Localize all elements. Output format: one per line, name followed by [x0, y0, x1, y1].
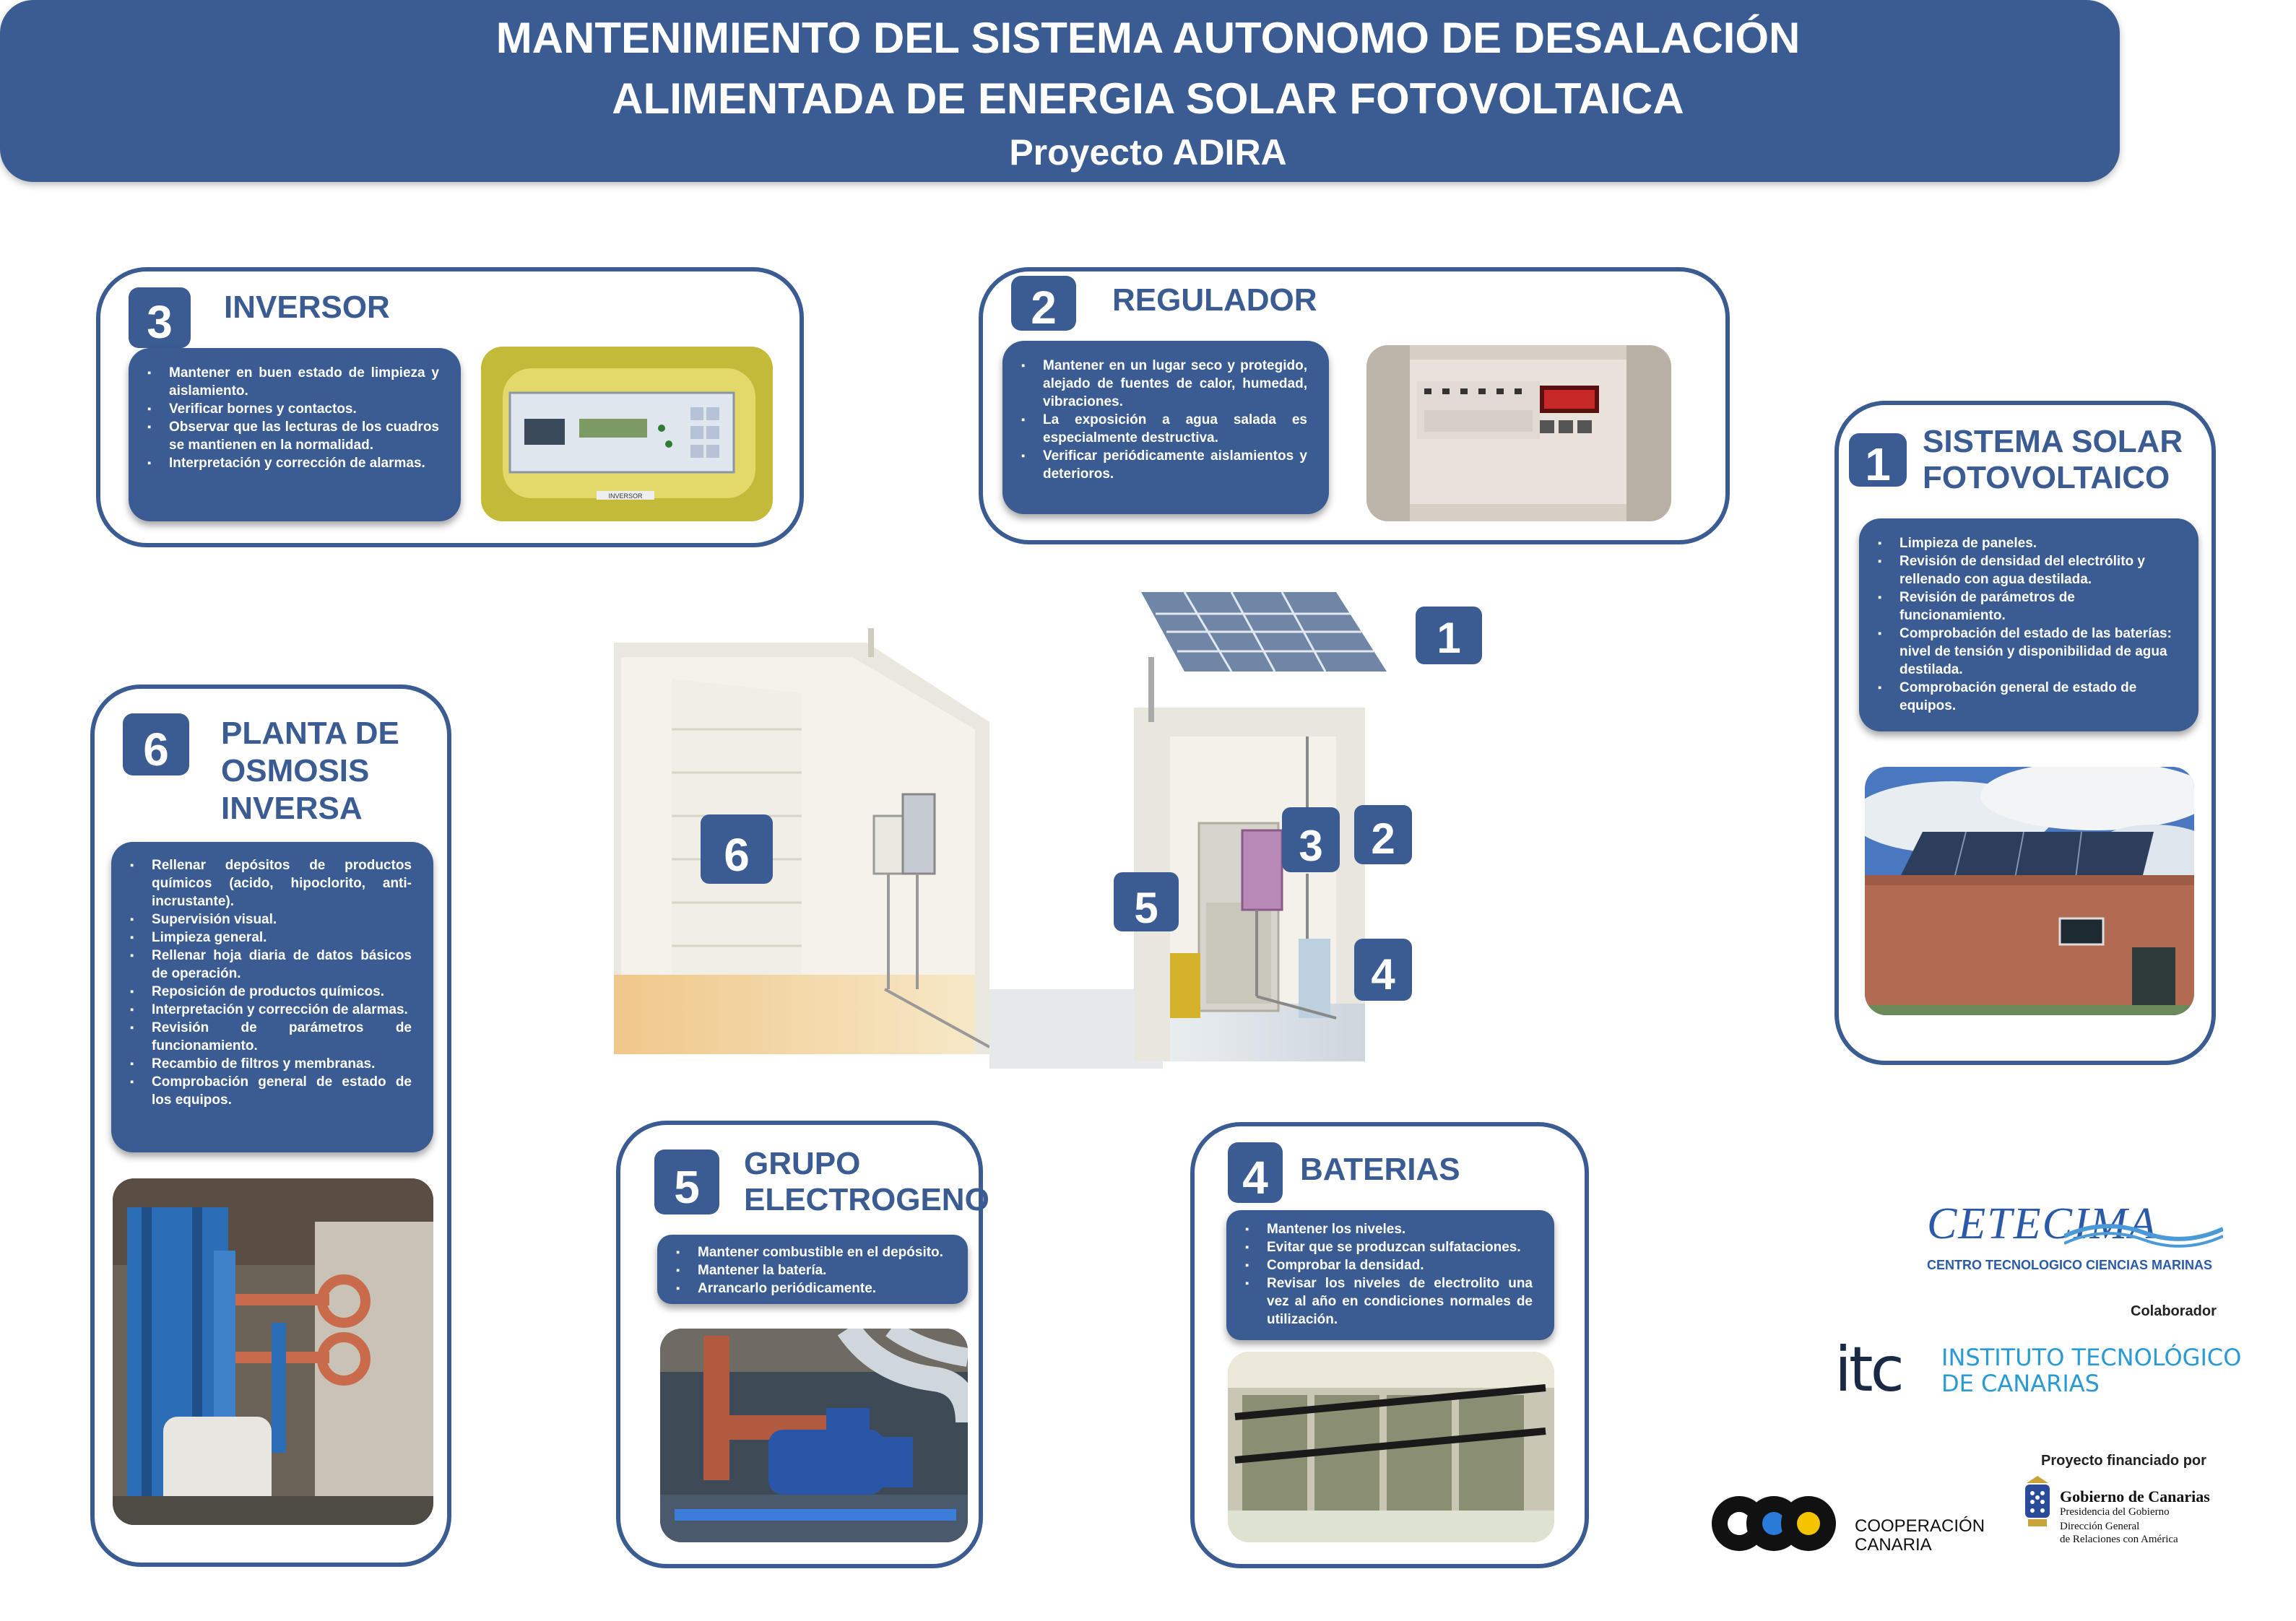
number-badge: 5 [654, 1150, 719, 1214]
panel-title-line-1: SISTEMA SOLAR [1923, 424, 2183, 459]
cooperacion-canaria-logo [1710, 1487, 1999, 1560]
maintenance-list [657, 1235, 968, 1304]
ccc-logo-icon [1710, 1487, 1840, 1560]
list-item: ▪ Supervisión visual. [152, 911, 412, 929]
list-item: ▪ Revisión de parámetros de funcionamiento. [152, 1019, 412, 1055]
list-item: ▪ Mantener los niveles. [1267, 1220, 1533, 1238]
number-badge: 6 [123, 713, 189, 775]
gobierno-line-2: Presidencia del Gobierno [2060, 1506, 2170, 1518]
panel-title: INVERSOR [224, 290, 390, 325]
financiado-label: Proyecto financiado por [2041, 1453, 2206, 1469]
list-item: ▪ Revisión de densidad del electrólito y rellenado con agua destilada. [1899, 552, 2177, 588]
diagram-marker-2: 2 [1371, 814, 1395, 863]
panel-title-line-2: OSMOSIS [221, 753, 370, 788]
page-title-line-1: MANTENIMIENTO DEL SISTEMA AUTONOMO DE DESALACIÓN [495, 14, 1801, 62]
list-item: ▪ Recambio de filtros y membranas. [152, 1055, 412, 1073]
gobierno-canarias-logo [2021, 1473, 2230, 1567]
itc-logo-mark: itc [1834, 1334, 1902, 1406]
panel-title: REGULADOR [1112, 282, 1317, 318]
list-item: ▪ Comprobación general de estado de equipos. [1899, 679, 2177, 715]
regulator-photo [1366, 345, 1671, 521]
panel-title-line-2: ELECTROGENO [744, 1182, 989, 1217]
batteries-photo [1228, 1352, 1554, 1542]
generator-photo [660, 1329, 968, 1542]
cetecima-logo [1927, 1199, 2223, 1285]
osmosis-plant-photo [113, 1178, 433, 1525]
itc-name-line-1: INSTITUTO TECNOLÓGICO [1941, 1344, 2242, 1371]
list-item: ▪ Limpieza general. [152, 929, 412, 947]
list-item: ▪ Interpretación y corrección de alarmas. [152, 1001, 412, 1019]
number-badge: 2 [1011, 276, 1076, 331]
solar-building-photo [1865, 767, 2194, 1015]
cooperacion-line-1: COOPERACIÓN [1855, 1516, 1985, 1536]
list-item: ▪ Rellenar hoja diaria de datos básicos de operación. [152, 947, 412, 983]
panel-title-line-3: INVERSA [221, 791, 363, 826]
list-item: ▪ Mantener en buen estado de limpieza y aislamiento. [169, 364, 439, 400]
maintenance-list [1859, 518, 2198, 731]
list-item: ▪ Comprobación del estado de las baterías: nivel de tensión y disponibilidad de agua destilada. [1899, 625, 2177, 679]
diagram-marker-5: 5 [1134, 884, 1158, 932]
list-item: ▪ Comprobación general de estado de los equipos. [152, 1073, 412, 1109]
panel-title-line-1: PLANTA DE [221, 716, 399, 751]
diagram-marker-6: 6 [724, 829, 750, 881]
list-item: ▪ Verificar bornes y contactos. [169, 400, 439, 418]
number-badge: 3 [129, 287, 191, 348]
page-header [0, 0, 2120, 182]
list-item: ▪ Observar que las lecturas de los cuadros se mantienen en la normalidad. [169, 418, 439, 454]
list-item: ▪ Arrancarlo periódicamente. [698, 1279, 946, 1298]
number-badge: 1 [1849, 433, 1907, 487]
maintenance-list [129, 348, 461, 521]
installation-diagram [614, 585, 1625, 1090]
cetecima-logo-text: CETECIMA [1927, 1199, 2158, 1248]
gobierno-line-1: Gobierno de Canarias [2060, 1487, 2210, 1505]
cetecima-subtitle: CENTRO TECNOLOGICO CIENCIAS MARINAS [1927, 1258, 2213, 1272]
list-item: ▪ Revisar los niveles de electrolito una vez al año en condiciones normales de utilización. [1267, 1274, 1533, 1329]
list-item: ▪ Mantener la batería. [698, 1261, 946, 1279]
gobierno-line-3: Dirección General [2060, 1521, 2140, 1532]
list-item: ▪ Rellenar depósitos de productos químicos (acido, hipoclorito, anti-incrustante). [152, 856, 412, 911]
list-item: ▪ Mantener combustible en el depósito. [698, 1243, 946, 1261]
diagram-marker-1: 1 [1437, 614, 1461, 662]
list-item: ▪ Comprobar la densidad. [1267, 1256, 1533, 1274]
page-subtitle: Proyecto ADIRA [1009, 132, 1287, 173]
itc-name-line-2: DE CANARIAS [1941, 1370, 2100, 1397]
gobierno-line-4: de Relaciones con América [2060, 1534, 2178, 1545]
list-item: ▪ Revisión de parámetros de funcionamiento. [1899, 588, 2177, 625]
diagram-marker-4: 4 [1371, 950, 1395, 999]
list-item: ▪ Mantener en un lugar seco y protegido, alejado de fuentes de calor, humedad, vibraciones. [1043, 357, 1307, 411]
itc-logo [1834, 1334, 2242, 1406]
panel-title: BATERIAS [1300, 1152, 1460, 1187]
page-title-line-2: ALIMENTADA DE ENERGIA SOLAR FOTOVOLTAICA [612, 74, 1684, 123]
list-item: ▪ La exposición a agua salada es especialmente destructiva. [1043, 411, 1307, 447]
list-item: ▪ Limpieza de paneles. [1899, 534, 2177, 552]
coat-of-arms-icon [2021, 1476, 2054, 1534]
number-badge: 4 [1228, 1142, 1283, 1203]
list-item: ▪ Verificar periódicamente aislamientos y deterioros. [1043, 447, 1307, 483]
diagram-marker-3: 3 [1299, 822, 1323, 870]
inverter-photo-label: INVERSOR [608, 492, 643, 500]
list-item: ▪ Reposición de productos químicos. [152, 983, 412, 1001]
maintenance-list [1226, 1210, 1554, 1340]
maintenance-list [111, 842, 433, 1152]
panel-title-line-2: FOTOVOLTAICO [1923, 460, 2170, 495]
maintenance-list [1002, 341, 1329, 514]
colaborador-label: Colaborador [2131, 1303, 2217, 1319]
cooperacion-line-2: CANARIA [1855, 1535, 1932, 1555]
list-item: ▪ Evitar que se produzcan sulfataciones. [1267, 1238, 1533, 1256]
list-item: ▪ Interpretación y corrección de alarmas. [169, 454, 439, 472]
panel-title-line-1: GRUPO [744, 1146, 861, 1181]
inverter-photo [481, 347, 773, 521]
